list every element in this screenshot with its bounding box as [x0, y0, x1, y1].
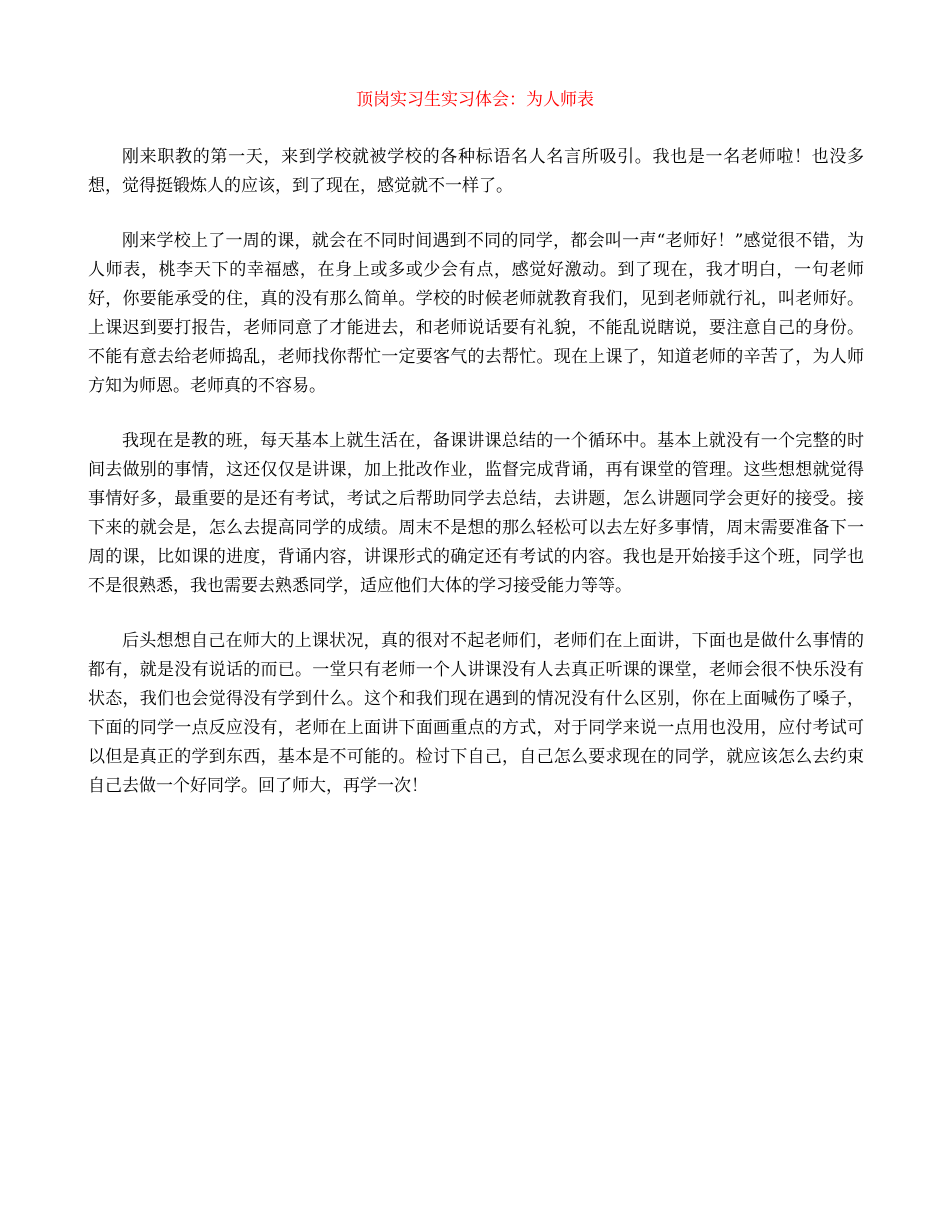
paragraph-2: 刚来学校上了一周的课，就会在不同时间遇到不同的同学，都会叫一声“老师好！”感觉很不错，为人师表，桃李天下的幸福感，在身上或多或少会有点，感觉好激动。到了现在，我才明白，一句老师好，你要能承受的住，真的没有那么简单。学校的时候老师就教育我们，见到老师就行礼，叫老师好。上课迟到要打报告，老师同意了才能进去，和老师说话要有礼貌，不能乱说瞎说，要注意自己的身份。不能有意去给老师捣乱，老师找你帮忙一定要客气的去帮忙。现在上课了，知道老师的辛苦了，为人师方知为师恩。老师真的不容易。: [88, 231, 864, 396]
paragraph-3: 我现在是教的班，每天基本上就生活在，备课讲课总结的一个循环中。基本上就没有一个完整的时间去做别的事情，这还仅仅是讲课，加上批改作业，监督完成背诵，再有课堂的管理。这些想想就觉得事情好多，最重要的是还有考试，考试之后帮助同学去总结，去讲题，怎么讲题同学会更好的接受。接下来的就会是，怎么去提高同学的成绩。周末不是想的那么轻松可以去左好多事情，周末需要准备下一周的课，比如课的进度，背诵内容，讲课形式的确定还有考试的内容。我也是开始接手这个班，同学也不是很熟悉，我也需要去熟悉同学，适应他们大体的学习接受能力等等。: [88, 431, 864, 596]
paragraph-4: 后头想想自己在师大的上课状况，真的很对不起老师们，老师们在上面讲，下面也是做什么事情的都有，就是没有说话的而已。一堂只有老师一个人讲课没有人去真正听课的课堂，老师会很不快乐没有状态，我们也会觉得没有学到什么。这个和我们现在遇到的情况没有什么区别，你在上面喊伤了嗓子，下面的同学一点反应没有，老师在上面讲下面画重点的方式，对于同学来说一点用也没用，应付考试可以但是真正的学到东西，基本是不可能的。检讨下自己，自己怎么要求现在的同学，就应该怎么去约束自己去做一个好同学。回了师大，再学一次！: [88, 631, 864, 796]
paragraph-1: 刚来职教的第一天，来到学校就被学校的各种标语名人名言所吸引。我也是一名老师啦！也没多想，觉得挺锻炼人的应该，到了现在，感觉就不一样了。: [88, 147, 864, 196]
document-body: [88, 143, 864, 827]
document-title: 顶岗实习生实习体会：为人师表: [356, 90, 594, 110]
